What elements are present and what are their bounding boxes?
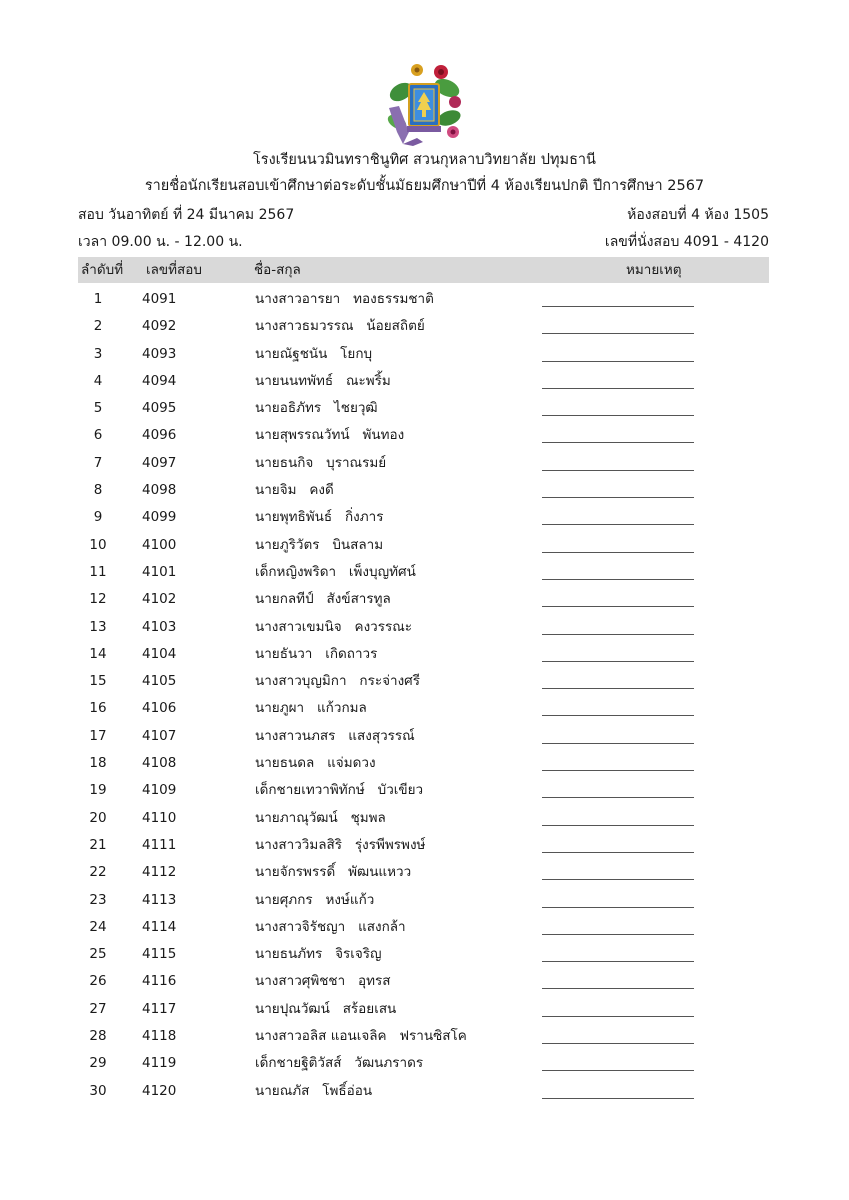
remarks-blank-line: [542, 647, 694, 662]
exam-number: 4094: [142, 372, 177, 389]
remarks-blank-line: [542, 319, 694, 334]
order-number: 27: [89, 1000, 107, 1017]
order-number: 9: [93, 509, 103, 526]
exam-room: ห้องสอบที่ 4 ห้อง 1505: [627, 207, 769, 223]
exam-number: 4108: [142, 755, 177, 772]
table-row: [78, 913, 769, 940]
header-order-number: ลำดับที่: [81, 262, 124, 278]
order-number: 7: [93, 454, 103, 471]
exam-number: 4112: [142, 864, 177, 881]
exam-number: 4096: [142, 427, 177, 444]
student-name: นายธันวา เกิดถาวร: [255, 645, 378, 662]
remarks-blank-line: [542, 838, 694, 853]
order-number: 14: [89, 645, 107, 662]
order-number: 23: [89, 891, 107, 908]
student-name: นายณัฐชนัน โยกบุ: [255, 345, 373, 362]
order-number: 29: [89, 1055, 107, 1072]
remarks-blank-line: [542, 1002, 694, 1017]
table-row: [78, 1049, 769, 1076]
remarks-blank-line: [542, 374, 694, 389]
table-row: [78, 940, 769, 967]
table-row: [78, 367, 769, 394]
remarks-blank-line: [542, 538, 694, 553]
student-list: [78, 285, 769, 1104]
exam-number: 4095: [142, 400, 177, 417]
student-name: เด็กชายเทวาพิทักษ์ บัวเขียว: [255, 782, 424, 799]
table-row: [78, 585, 769, 612]
remarks-blank-line: [542, 483, 694, 498]
student-name: นายกลทีป์ สังข์สารทูล: [255, 591, 391, 608]
table-row: [78, 640, 769, 667]
table-row: [78, 776, 769, 803]
exam-number: 4106: [142, 700, 177, 717]
student-name: นายสุพรรณวัทน์ พันทอง: [255, 427, 405, 444]
exam-number: 4109: [142, 782, 177, 799]
remarks-blank-line: [542, 620, 694, 635]
remarks-blank-line: [542, 756, 694, 771]
table-header: [78, 257, 769, 283]
student-name: นายธนกิจ บุราณรมย์: [255, 454, 387, 471]
remarks-blank-line: [542, 1084, 694, 1099]
order-number: 10: [89, 536, 107, 553]
table-row: [78, 449, 769, 476]
exam-number: 4093: [142, 345, 177, 362]
remarks-blank-line: [542, 401, 694, 416]
table-row: [78, 421, 769, 448]
exam-number: 4091: [142, 291, 177, 307]
student-name: นายภูผา แก้วกมล: [255, 700, 367, 717]
table-row: [78, 722, 769, 749]
table-row: [78, 995, 769, 1022]
table-row: [78, 667, 769, 694]
remarks-blank-line: [542, 674, 694, 689]
student-name: นายภูริวัตร บินสลาม: [255, 536, 384, 553]
header-exam-number: เลขที่สอบ: [146, 262, 202, 278]
student-name: นายภาณุวัฒน์ ชุมพล: [255, 809, 386, 826]
order-number: 6: [93, 427, 103, 444]
student-name: นางสาวธมวรรณ น้อยสถิตย์: [255, 318, 425, 335]
student-name: นายจักรพรรดิ์ พัฒนแหวว: [255, 864, 412, 881]
remarks-blank-line: [542, 947, 694, 962]
table-row: [78, 967, 769, 994]
exam-number: 4103: [142, 618, 177, 635]
document-subtitle: รายชื่อนักเรียนสอบเข้าศึกษาต่อระดับชั้นมัธยมศึกษาปีที่ 4 ห้องเรียนปกติ ปีการศึกษา 2567: [144, 178, 705, 194]
order-number: 18: [89, 755, 107, 772]
exam-number: 4102: [142, 591, 177, 608]
order-number: 25: [89, 946, 107, 963]
student-name: นายศุภกร หงษ์แก้ว: [255, 891, 375, 908]
order-number: 16: [89, 700, 107, 717]
order-number: 28: [89, 1028, 107, 1045]
remarks-blank-line: [542, 456, 694, 471]
table-row: [78, 558, 769, 585]
exam-number: 4119: [142, 1055, 177, 1072]
remarks-blank-line: [542, 974, 694, 989]
student-name: นายธนดล แจ่มดวง: [255, 755, 376, 772]
table-row: [78, 831, 769, 858]
exam-number: 4098: [142, 482, 177, 499]
exam-number: 4099: [142, 509, 177, 526]
table-row: [78, 886, 769, 913]
table-row: [78, 285, 769, 312]
table-row: [78, 1022, 769, 1049]
order-number: 21: [89, 836, 107, 853]
exam-number: 4092: [142, 318, 177, 335]
remarks-blank-line: [542, 1029, 694, 1044]
exam-time: เวลา 09.00 น. - 12.00 น.: [78, 234, 243, 250]
remarks-blank-line: [542, 893, 694, 908]
order-number: 5: [93, 400, 103, 417]
seat-range: เลขที่นั่งสอบ 4091 - 4120: [604, 234, 769, 250]
student-name: นางสาวจิรัชญา แสงกล้า: [255, 918, 406, 935]
exam-number: 4107: [142, 727, 177, 744]
order-number: 26: [89, 973, 107, 990]
table-row: [78, 340, 769, 367]
school-crest-logo-icon: [383, 62, 465, 148]
remarks-blank-line: [542, 565, 694, 580]
table-row: [78, 1077, 769, 1104]
table-row: [78, 503, 769, 530]
remarks-blank-line: [542, 510, 694, 525]
student-name: นายนนทพัทธ์ ณะพริ้ม: [255, 372, 391, 389]
header-full-name: ชื่อ-สกุล: [254, 262, 301, 278]
table-row: [78, 394, 769, 421]
student-name: นายอธิภัทร ไชยวุฒิ: [255, 400, 378, 417]
order-number: 19: [89, 782, 107, 799]
exam-number: 4113: [142, 891, 177, 908]
exam-number: 4116: [142, 973, 177, 990]
school-name: โรงเรียนนวมินทราชินูทิศ สวนกุหลาบวิทยาลัย ปทุมธานี: [253, 152, 596, 168]
remarks-blank-line: [542, 783, 694, 798]
exam-number: 4100: [142, 536, 177, 553]
table-row: [78, 613, 769, 640]
student-name: นายพุทธิพันธ์ กิ่งภาร: [255, 509, 384, 526]
order-number: 11: [89, 563, 107, 580]
order-number: 1: [93, 291, 103, 307]
remarks-blank-line: [542, 729, 694, 744]
order-number: 2: [93, 318, 103, 335]
table-row: [78, 312, 769, 339]
exam-number: 4114: [142, 918, 177, 935]
exam-number: 4097: [142, 454, 177, 471]
remarks-blank-line: [542, 701, 694, 716]
remarks-blank-line: [542, 428, 694, 443]
exam-number: 4117: [142, 1000, 177, 1017]
student-name: นางสาวศุพิชชา อุทรส: [255, 973, 391, 990]
student-name: เด็กชายฐิติวัสส์ วัฒนภราดร: [255, 1055, 424, 1072]
student-name: นายณภัส โพธิ์อ่อน: [255, 1082, 373, 1099]
student-name: นางสาวอารยา ทองธรรมชาติ: [255, 291, 434, 307]
exam-number: 4115: [142, 946, 177, 963]
table-row: [78, 694, 769, 721]
remarks-blank-line: [542, 592, 694, 607]
order-number: 22: [89, 864, 107, 881]
exam-number: 4104: [142, 645, 177, 662]
exam-number: 4120: [142, 1082, 177, 1099]
exam-number: 4111: [142, 836, 177, 853]
exam-number: 4110: [142, 809, 177, 826]
student-name: นางสาวเขมนิจ คงวรรณะ: [255, 618, 413, 635]
remarks-blank-line: [542, 292, 694, 307]
exam-number: 4118: [142, 1028, 177, 1045]
header-remarks: หมายเหตุ: [626, 262, 682, 278]
table-row: [78, 749, 769, 776]
student-name: นายปุณวัฒน์ สร้อยเสน: [255, 1000, 397, 1017]
order-number: 20: [89, 809, 107, 826]
student-name: นายจิม คงดี: [255, 482, 334, 499]
table-row: [78, 804, 769, 831]
remarks-blank-line: [542, 920, 694, 935]
remarks-blank-line: [542, 811, 694, 826]
order-number: 12: [89, 591, 107, 608]
student-name: นางสาวอลิส แอนเจลิค ฟรานซิสโค: [255, 1028, 467, 1045]
remarks-blank-line: [542, 1056, 694, 1071]
order-number: 15: [89, 673, 107, 690]
exam-number: 4105: [142, 673, 177, 690]
table-row: [78, 476, 769, 503]
student-name: นางสาววิมลสิริ รุ่งรพีพรพงษ์: [255, 836, 426, 853]
order-number: 4: [93, 372, 103, 389]
order-number: 3: [93, 345, 103, 362]
student-name: นายธนภัทร จิรเจริญ: [255, 946, 382, 963]
order-number: 30: [89, 1082, 107, 1099]
order-number: 13: [89, 618, 107, 635]
exam-number: 4101: [142, 563, 177, 580]
table-row: [78, 858, 769, 885]
student-name: เด็กหญิงพริดา เพ็งบุญทัศน์: [255, 563, 416, 580]
remarks-blank-line: [542, 347, 694, 362]
order-number: 17: [89, 727, 107, 744]
exam-date: สอบ วันอาทิตย์ ที่ 24 มีนาคม 2567: [78, 207, 295, 223]
table-row: [78, 531, 769, 558]
remarks-blank-line: [542, 865, 694, 880]
order-number: 24: [89, 918, 107, 935]
student-name: นางสาวนภสร แสงสุวรรณ์: [255, 727, 415, 744]
order-number: 8: [93, 482, 103, 499]
student-name: นางสาวบุญมิกา กระจ่างศรี: [255, 673, 420, 690]
